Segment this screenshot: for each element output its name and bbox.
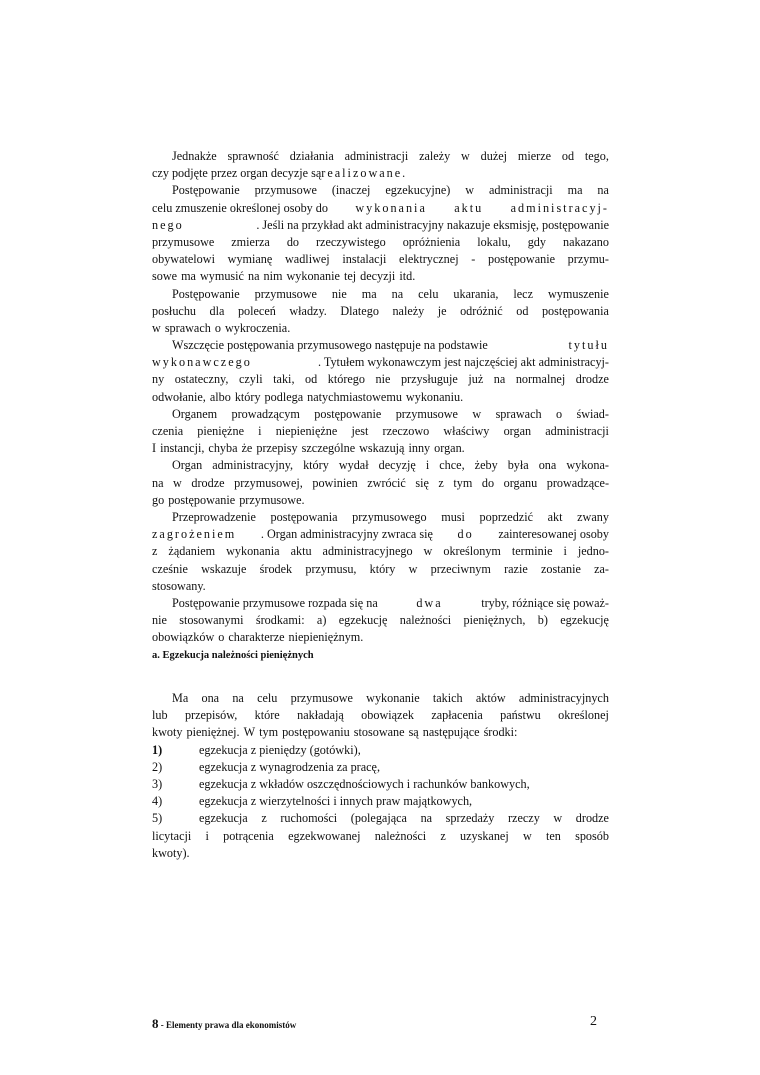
text-line: Jednakże sprawność działania administracji zależy w dużej mierze od tego,	[172, 149, 609, 163]
text-line: czenia pieniężne i niepieniężne jest rzeczowo właściwy organ administracji	[152, 424, 609, 438]
text-line: kwoty).	[152, 845, 190, 860]
section-heading: a. Egzekucja należności pieniężnych	[152, 650, 314, 661]
text-line: z żądaniem wykonania aktu administracyjnego w określonym terminie i jedno-	[152, 544, 609, 559]
list-item: 4) egzekucja z wierzytelności i innych praw majątkowych,	[152, 794, 473, 809]
text-line: posłuchu dla poleceń władzy. Dlatego należy je odróżnić od postępowania	[152, 303, 609, 318]
running-footer	[152, 1016, 296, 1032]
text-line: obowiązków o charakterze niepieniężnym.	[152, 630, 364, 645]
text-line: Organem prowadzącym postępowanie przymusowe w sprawach o świad-	[172, 406, 609, 421]
justified-text: egzekucja z ruchomości (polegająca na sprzedaży rzeczy w drodze	[199, 811, 609, 826]
chapter-number: 8	[152, 1016, 159, 1031]
text-line: celu zmuszenie określonej osoby do wykonania aktu administracyj-	[152, 200, 609, 215]
text-line: Postępowanie przymusowe (inaczej egzekucyjne) w administracji ma na	[172, 183, 609, 198]
text-line: go postępowanie przymusowe.	[152, 492, 305, 507]
book-title: - Elementy prawa dla ekonomistów	[158, 1020, 297, 1030]
text-line: obywatelowi wymianę wadliwej instalacji elektrycznej - postępowanie przymu-	[152, 252, 609, 267]
text-line: lub przepisów, które nakładają obowiązek zapłacenia państwu określonej	[152, 708, 609, 723]
text-line: Ma ona na celu przymusowe wykonanie takich aktów administracyjnych	[172, 691, 609, 705]
text-line: sowe ma wymusić na nim wykonanie tej decyzji itd.	[152, 269, 416, 284]
list-item: 2) egzekucja z wynagrodzenia za pracę,	[152, 759, 381, 774]
list-item: 5) egzekucja z ruchomości (polegająca na sprzedaży rzeczy w drodze	[152, 810, 609, 827]
text-line: w sprawach o wykroczenia.	[152, 320, 291, 335]
text-line: czy podjęte przez organ decyzje są realizowane .	[152, 165, 609, 182]
text-line: nie stosowanymi środkami: a) egzekucję należności pieniężnych, b) egzekucję	[152, 613, 609, 628]
page-number: 2	[590, 1014, 597, 1029]
text-line: stosowany.	[152, 578, 206, 593]
main-text	[152, 148, 609, 646]
text-line: Wszczęcie postępowania przymusowego następuje na podstawie tytułu	[172, 338, 609, 353]
text-line: na w drodze przymusowej, powinien zwrócić się z tym do organu prowadzące-	[152, 475, 609, 490]
spaced-term: realizowane	[321, 166, 403, 181]
text-line: wykonawczego . Tytułem wykonawczym jest najczęściej akt administracyj-	[152, 355, 609, 370]
text-line: nego . Jeśli na przykład akt administracyjny nakazuje eksmisję, postępowanie	[152, 217, 609, 232]
text-line: licytacji i potrącenia egzekwowanej należności z uzyskanej w ten sposób	[152, 828, 609, 843]
text-line: ny ostateczny, czyli taki, od którego nie przysługuje już na normalnej drodze	[152, 372, 609, 387]
text-line: Przeprowadzenie postępowania przymusowego musi poprzedzić akt zwany	[172, 509, 609, 524]
text-line: Postępowanie przymusowe rozpada się na dwa tryby, różniące się poważ-	[172, 595, 609, 610]
text-line: kwoty pieniężnej. W tym postępowaniu stosowane są następujące środki:	[152, 725, 518, 740]
text-line: cześnie wskazuje środek przymusu, który w przeciwnym razie zostanie za-	[152, 561, 609, 576]
text-line: odwołanie, albo który podlega natychmiastowemu wykonaniu.	[152, 389, 464, 404]
section-text	[152, 690, 609, 862]
text-line: I instancji, chyba że przepisy szczególne wskazują inny organ.	[152, 441, 465, 456]
text-line: Postępowanie przymusowe nie ma na celu ukarania, lecz wymuszenie	[172, 286, 609, 301]
text-line: zagrożeniem . Organ administracyjny zwraca się do zainteresowanej osoby	[152, 527, 609, 542]
list-item: 1) egzekucja z pieniędzy (gotówki),	[152, 742, 361, 757]
list-item: 3) egzekucja z wkładów oszczędnościowych i rachunków bankowych,	[152, 776, 530, 791]
text-line: Organ administracyjny, który wydał decyzję i chce, żeby była ona wykona-	[172, 458, 609, 473]
text-line: przymusowe zmierza do rzeczywistego opróżnienia lokalu, gdy nakazano	[152, 234, 609, 249]
